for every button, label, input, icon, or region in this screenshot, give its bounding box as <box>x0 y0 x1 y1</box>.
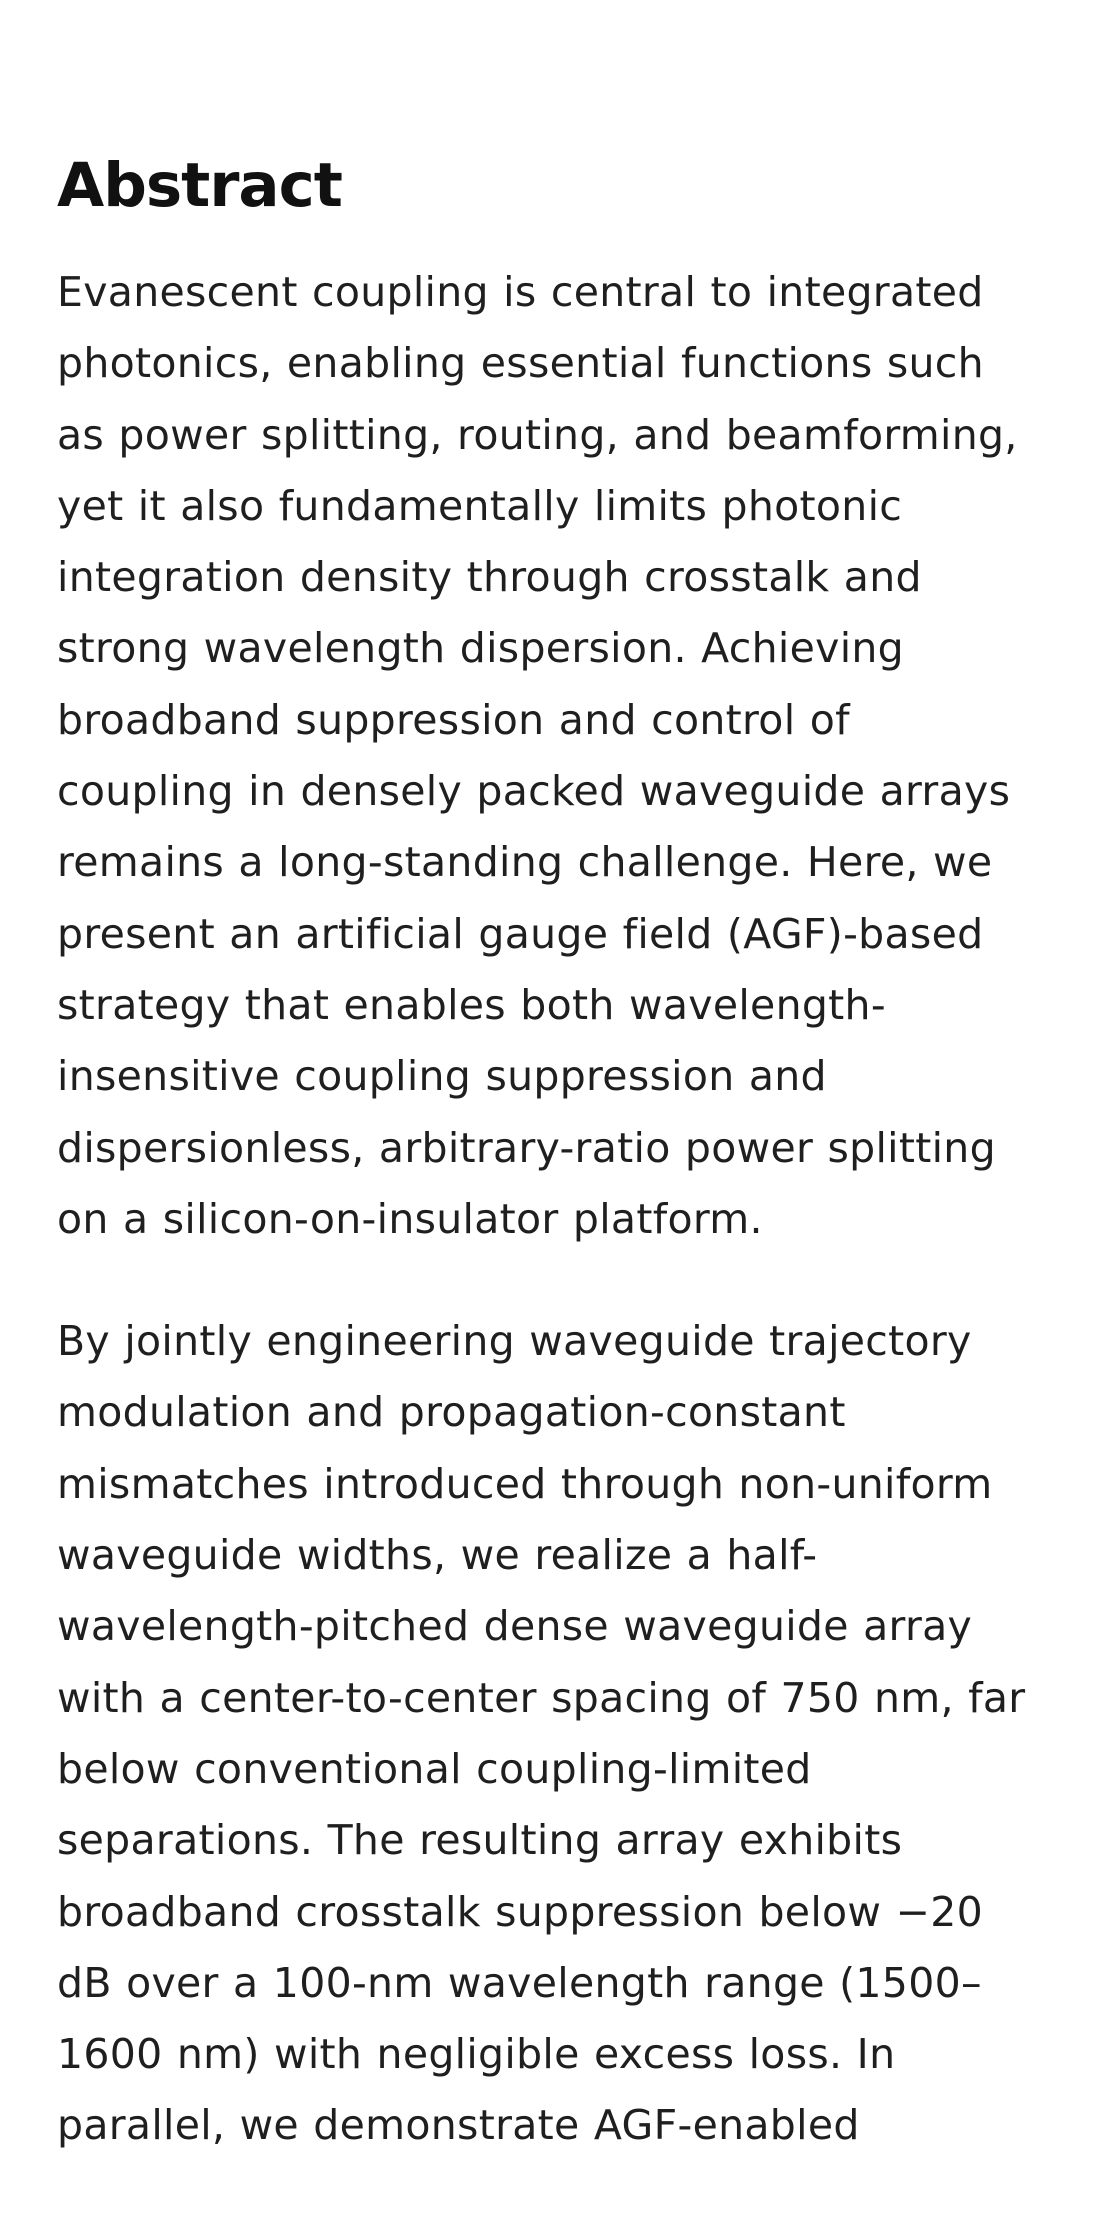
text-line: remains a long-standing challenge. Here, we <box>57 838 993 887</box>
text-line: dB over a 100-nm wavelength range (1500– <box>57 1958 982 2007</box>
text-line: Evanescent coupling is central to integrated <box>57 268 984 316</box>
text-line: By jointly engineering waveguide trajectory <box>57 1317 972 1366</box>
text-line: photonics, enabling essential functions such <box>57 339 984 388</box>
text-line: integration density through crosstalk and <box>57 553 922 602</box>
abstract-heading: Abstract <box>57 150 342 221</box>
abstract-paragraph-2 <box>57 1306 1067 2162</box>
text-line: coupling in densely packed waveguide arrays <box>57 767 1011 816</box>
text-line: mismatches introduced through non-uniform <box>57 1459 993 1508</box>
text-line: modulation and propagation-constant <box>57 1388 846 1437</box>
text-line: waveguide widths, we realize a half- <box>57 1531 818 1580</box>
text-line: below conventional coupling-limited <box>57 1744 812 1793</box>
abstract-paragraph-1 <box>57 257 1067 1255</box>
text-line: yet it also fundamentally limits photonic <box>57 481 903 530</box>
text-line: strategy that enables both wavelength- <box>57 980 886 1029</box>
text-line: as power splitting, routing, and beamforming, <box>57 410 1018 459</box>
text-line: 1600 nm) with negligible excess loss. In <box>57 2030 896 2079</box>
text-line: parallel, we demonstrate AGF-enabled <box>57 2101 860 2150</box>
text-line: on a silicon-on-insulator platform. <box>57 1194 763 1243</box>
text-line: broadband crosstalk suppression below −20 <box>57 1887 983 1936</box>
text-line: with a center-to-center spacing of 750 nm, far <box>57 1673 1026 1722</box>
text-line: present an artificial gauge field (AGF)-based <box>57 909 984 958</box>
abstract-body <box>57 257 1067 2213</box>
text-line: broadband suppression and control of <box>57 695 850 744</box>
text-line: wavelength-pitched dense waveguide array <box>57 1602 973 1651</box>
text-line: insensitive coupling suppression and <box>57 1052 827 1101</box>
text-line: separations. The resulting array exhibits <box>57 1816 903 1865</box>
text-line: strong wavelength dispersion. Achieving <box>57 624 904 673</box>
text-line: dispersionless, arbitrary-ratio power splitting <box>57 1123 996 1172</box>
